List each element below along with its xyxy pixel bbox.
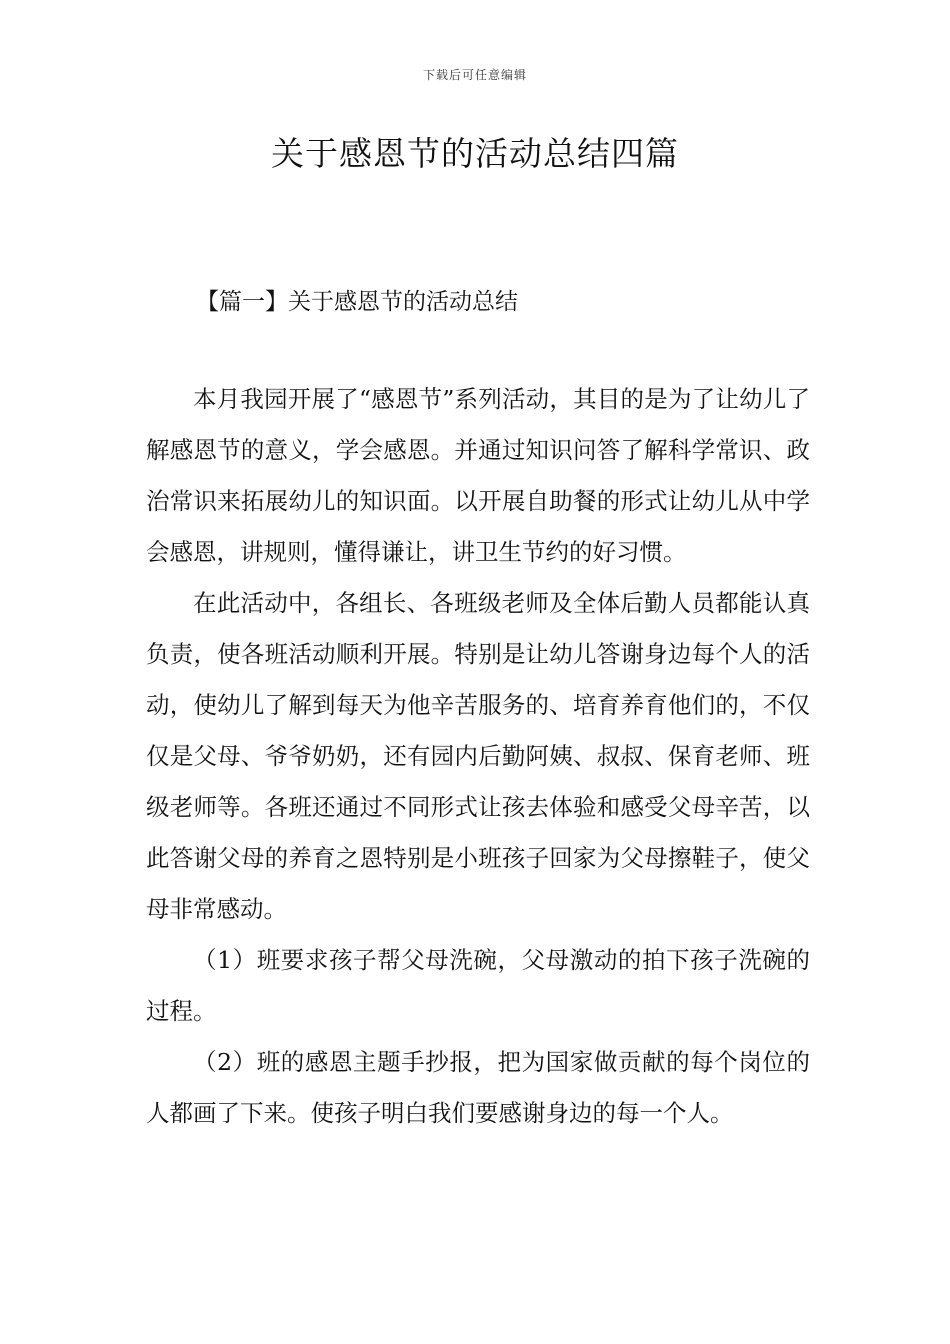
header-note: 下载后可任意编辑 [422,68,527,82]
paragraph: （2）班的感恩主题手抄报，把为国家做贡献的每个岗位的人都画了下来。使孩子明白我们要感谢身边的每一个人。 [146,1048,810,1127]
body-text [146,374,810,1139]
paragraph: （1）班要求孩子帮父母洗碗，父母激动的拍下孩子洗碗的过程。 [146,946,810,1025]
section-heading: 【篇一】关于感恩节的活动总结 [196,289,518,315]
document-title: 关于感恩节的活动总结四篇 [271,134,679,173]
paragraph: 在此活动中，各组长、各班级老师及全体后勤人员都能认真负责，使各班活动顺利开展。特别是让幼儿答谢身边每个人的活动，使幼儿了解到每天为他辛苦服务的、培育养育他们的，不仅仅是父母、爷爷奶奶，还有园内后勤阿姨、叔叔、保育老师、班级老师等。各班还通过不同形式让孩去体验和感受父母辛苦，以此答谢父母的养育之恩特别是小班孩子回家为父母擦鞋子，使父母非常感动。 [146,589,810,923]
paragraph: 本月我园开展了“感恩节”系列活动，其目的是为了让幼儿了解感恩节的意义，学会感恩。并通过知识问答了解科学常识、政治常识来拓展幼儿的知识面。以开展自助餐的形式让幼儿从中学会感恩，讲规则，懂得谦让，讲卫生节约的好习惯。 [146,385,810,566]
